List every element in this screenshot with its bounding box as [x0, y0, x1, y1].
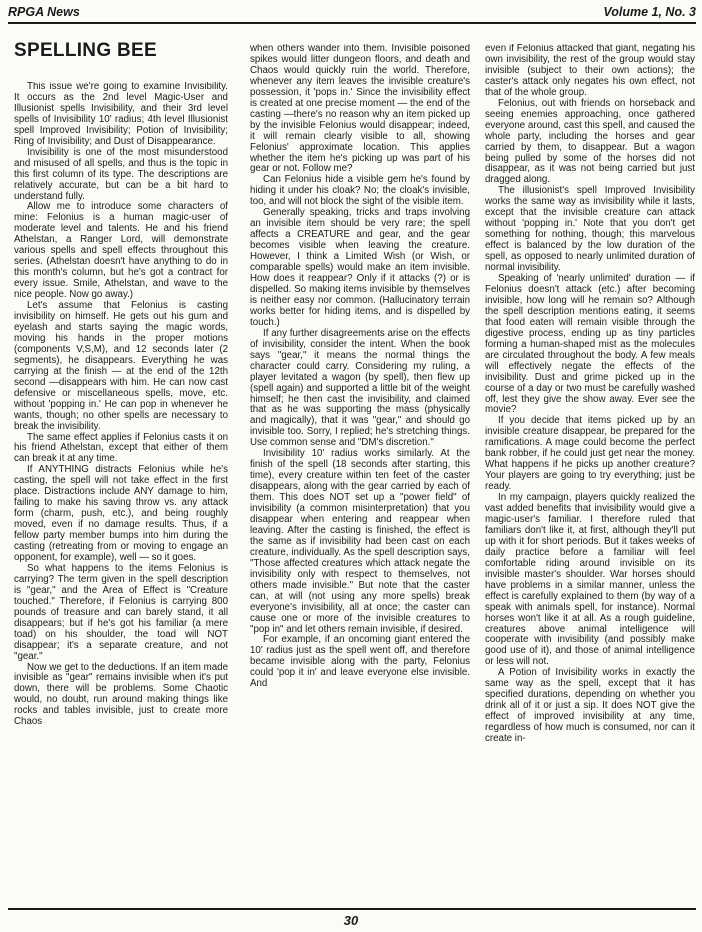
paragraph: The same effect applies if Felonius casts it on his friend Athelstan, except that either of them can break it at any time.	[14, 431, 228, 465]
paragraph: Can Felonius hide a visible gem he's found by hiding it under his cloak? No; the cloak's invisible, too, and will not block the sight of the visible item.	[250, 174, 470, 208]
paragraph: If you decide that items picked up by an invisible creature disappear, be prepared for the ramifications. A mage could become the perfect bank robber, if he could just get near the money. What happens if he picks up another creature? Your players are going to try everything; just be ready.	[485, 415, 695, 493]
paragraph: Felonius, out with friends on horseback and seeing enemies approaching, once gathered everyone around, cast this spell, and caused the whole party, including the horses and gear carried by them, to disappear. But a wagon being pulled by some of the horses did not disappear, as it was not being carried but just dragged along.	[485, 97, 695, 186]
paragraph: Allow me to introduce some characters of mine: Felonius is a human magic-user of moderate level and talents. He and his friend Athelstan, a Ranger Lord, will demonstrate various spells and spell effects throughout this series. (Athelstan doesn't have anything to do in this month's column, but he's got a contract for every issue. Smile, Athelstan, and wave to the nice people. Now go away.)	[14, 201, 228, 301]
paragraph: Invisibility 10' radius works similarly. At the finish of the spell (18 seconds after starting, this time), every creature within ten feet of the caster disappears, along with the gear carried by each of them. This does NOT set up a "power field" of invisibility (a common misinterpretation) that you disappear when entering and reappear when leaving. After the casting is finished, the effect is the same as if invisibility had been cast on each creature, individually. As the spell description says, "Those affected creatures which attack negate the invisibility only with respect to themselves, not others made invisible." But note that the caster can, at will (not using any more spells) break everyone's invisibility, all at once; the caster can cause one or more of the invisible creatures to "pop in" and let others remain invisible, if desired.	[250, 448, 470, 635]
paragraph: Let's assume that Felonius is casting invisibility on himself. He gets out his gum and eyelash and starts saying the magic words, moving his hands in the proper motions (components V,S,M), and 12 seconds later (2 segments), he disappears. Everything he was carrying at the finish — at the end of the 12th second —disappears with him. He can now cast defensive or miscellaneous spells, move, etc. without 'popping in.' He can pop in whenever he wants, though; no other spells are necessary to break the invisibility.	[14, 300, 228, 432]
paragraph: Speaking of 'nearly unlimited' duration — if Felonius doesn't attack (etc.) after becoming invisible, how long will he remain so? Although the spell description mentions eating, it seems that food eaten will remain visible through the digestive process, ending up as tiny particles forming a human-shaped mist as the molecules are circulated throughout the body. A few meals will effectively negate the effects of the invisibility. Dust and grime picked up in the course of a day or two must be carefully washed off, lest they give the show away. Ever see the movie?	[485, 273, 695, 416]
paragraph: In my campaign, players quickly realized the vast added benefits that invisibility would give a magic-user's familiar. I therefore ruled that familiars don't like it, at first, although they'll put up with it for short periods. But it takes weeks of daily practice before a familiar will feel comfortable riding around invisible on its invisible master's shoulder. War horses should have problems in a similar manner, unless the effect is carefully explained to them (by way of a speak with animals spell, for instance). Normal horses won't like it at all. As a rough guideline, creatures above animal intelligence will cooperate with invisibility (and possibly make good use of it), and those of animal intelligence or less will not.	[485, 492, 695, 668]
text-column-1	[14, 82, 228, 906]
page-number: 30	[343, 913, 359, 928]
paragraph: Invisibility is one of the most misunderstood and misused of all spells, and thus is the topic in this first column of its type. The descriptions are relatively accurate, but can be a bit hard to understand fully.	[14, 146, 228, 202]
paragraph: even if Felonius attacked that giant, negating his own invisibility, the rest of the group would stay invisible (subject to their own actions); the caster's attack only negates his own effect, not that of the whole group.	[485, 44, 695, 98]
paragraph: If ANYTHING distracts Felonius while he's casting, the spell will not take effect in the first place. Distractions include ANY damage to him, failing to make his saving throw vs. any attack form (charm, push, etc.), and being roughly moved, even if no damage results. Thus, if a fellow party member bumps into him during the casting (retreating from or moving to engage an opponent, for example), well — so it goes.	[14, 464, 228, 563]
article-title: SPELLING BEE	[14, 40, 157, 61]
paragraph: This issue we're going to examine Invisibility. It occurs as the 2nd level Magic-User and Illusionist spells Invisibility, and their 3rd level spells of Invisibility 10' radius; 4th level Illusionist spell Improved Invisibility; Potion of Invisibility; Ring of Invisibility; and Dust of Disappearance.	[14, 82, 228, 147]
footer-rule	[8, 908, 696, 910]
publication-name: RPGA News	[8, 5, 80, 19]
issue-number: Volume 1, No. 3	[603, 5, 696, 19]
text-column-3	[485, 44, 695, 906]
paragraph: The illusionist's spell Improved Invisibility works the same way as invisibility while it lasts, except that the invisible creature can attack without 'popping in.' Note that you don't get something for nothing, though; this marvelous effect is balanced by the low duration of the spell, as opposed to nearly unlimited duration of normal invisibility.	[485, 185, 695, 274]
paragraph: when others wander into them. Invisible poisoned spikes would litter dungeon floors, and death and Chaos would quickly ruin the world. Therefore, whenever any item leaves the invisible creature's possession, it 'pops in.' Since the invisibility effect is created at one precise moment — the end of the casting —there's no reason why an item picked up by the invisible Felonius would disappear; indeed, it will remain clearly visible to all, showing Felonius' approximate location. This applies whether the item he's picking up was part of his gear or not. Follow me?	[250, 44, 470, 175]
page-header	[8, 5, 696, 21]
paragraph: So what happens to the items Felonius is carrying? The term given in the spell description is "gear," and the Area of Effect is "Creature touched." Therefore, if Felonius is carrying 800 pounds of treasure and can barely stand, it all disappears; but if he's got his familiar (a mere toad) on his shoulder, the toad will NOT disappear; it's a separate creature, and not "gear."	[14, 562, 228, 662]
header-rule	[8, 22, 696, 24]
paragraph: If any further disagreements arise on the effects of invisibility, consider the intent. When the book says "gear," it means the normal things the character could carry. Considering my ruling, a player levitated a wagon (by spell), then flew up (spell again) and supported a little bit of the weight himself; he then cast the invisibility, and claimed that as he was supporting the mass (physically and magically), that it was "gear," and should go invisible too. Sorry, I replied; he's stretching things. Use common sense and "DM's discretion."	[250, 327, 470, 449]
paragraph: For example, if an oncoming giant entered the 10' radius just as the spell went off, and therefore became invisible along with the party, Felonius could 'pop it in' and leave everyone else invisible. And	[250, 634, 470, 690]
paragraph: Generally speaking, tricks and traps involving an invisible item should be very rare; the spell affects a CREATURE and gear, and the gear becomes visible when leaving the creature. However, I think a Limited Wish (or Wish, or comparable spells) would make an item invisible. How does it reappear? Only if it attacks (?) or is dispelled. So making items invisible by themselves is neither easy nor common. (Hallucinatory terrain works better for hiding items, and is dispelled by touch.)	[250, 207, 470, 328]
paragraph: A Potion of Invisibility works in exactly the same way as the spell, except that it has specified durations, depending on whether you drink all of it or just a sip. It does NOT give the effect of improved invisibility at any time, regardless of how much is consumed, nor can it create in-	[485, 667, 695, 745]
paragraph: Now we get to the deductions. If an item made invisible as "gear" remains invisible when it's put down, there will be problems. Some Chaotic would, no doubt, run around making things like rocks and tables invisible, just to create more Chaos	[14, 661, 228, 728]
text-column-2	[250, 44, 470, 906]
